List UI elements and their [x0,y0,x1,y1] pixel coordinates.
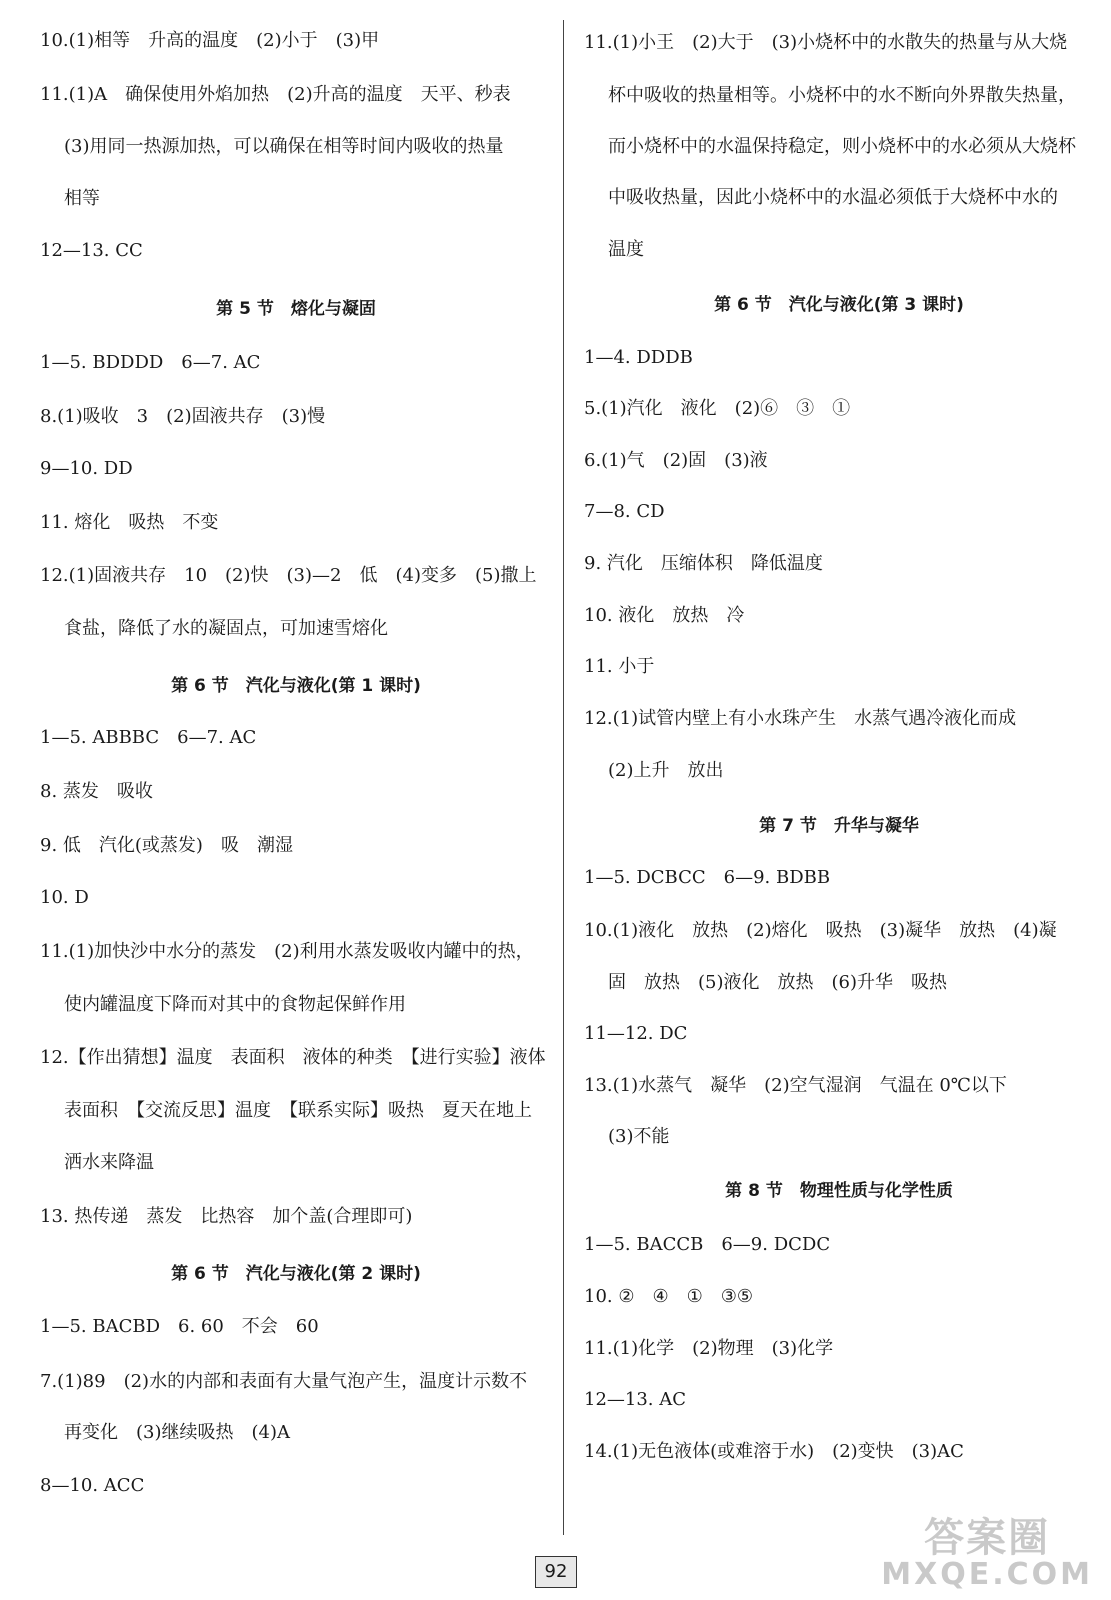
answer-line: 相等 [64,188,100,209]
column-divider [563,20,564,1535]
section-heading: 第 5 节 熔化与凝固 [216,299,376,319]
answer-line: 11.(1)A 确保使用外焰加热 (2)升高的温度 天平、秒表 [40,84,511,105]
section-heading: 第 6 节 汽化与液化(第 2 课时) [171,1264,421,1284]
answer-line: 6.(1)气 (2)固 (3)液 [584,450,768,471]
answer-line: 10. 液化 放热 冷 [584,605,745,626]
answer-line: 10. ② ④ ① ③⑤ [584,1286,754,1307]
answer-line: 13.(1)水蒸气 凝华 (2)空气湿润 气温在 0℃以下 [584,1075,1007,1096]
answer-line: 温度 [608,239,644,260]
answer-line: 14.(1)无色液体(或难溶于水) (2)变快 (3)AC [584,1441,964,1462]
answer-line: (2)上升 放出 [608,760,724,781]
watermark-url: MXQE.COM [881,1557,1093,1592]
answer-line: 10.(1)液化 放热 (2)熔化 吸热 (3)凝华 放热 (4)凝 [584,920,1057,941]
answer-line: 11.(1)加快沙中水分的蒸发 (2)利用水蒸发吸收内罐中的热， [40,941,534,962]
answer-line: 11. 小于 [584,656,655,677]
answer-line: 1—5. BACCB 6—9. DCDC [584,1234,831,1255]
answer-line: 再变化 (3)继续吸热 (4)A [64,1422,290,1443]
section-heading: 第 6 节 汽化与液化(第 1 课时) [171,676,421,696]
answer-line: 9. 汽化 压缩体积 降低温度 [584,553,823,574]
section-heading: 第 8 节 物理性质与化学性质 [725,1181,953,1201]
answer-line: 1—4. DDDB [584,347,693,368]
section-heading: 第 6 节 汽化与液化(第 3 课时) [714,295,964,315]
answer-line: 8.(1)吸收 3 (2)固液共存 (3)慢 [40,406,326,427]
answer-line: 固 放热 (5)液化 放热 (6)升华 吸热 [608,972,947,993]
answer-line: 使内罐温度下降而对其中的食物起保鲜作用 [64,994,406,1015]
answer-line: 杯中吸收的热量相等。小烧杯中的水不断向外界散失热量， [608,85,1076,106]
answer-line: 12.【作出猜想】温度 表面积 液体的种类 【进行实验】液体 [40,1047,546,1068]
answer-line: 1—5. BACBD 6. 60 不会 60 [40,1316,319,1337]
answer-line: 11. 熔化 吸热 不变 [40,512,219,533]
answer-line: 9. 低 汽化(或蒸发) 吸 潮湿 [40,835,293,856]
answer-line: 7.(1)89 (2)水的内部和表面有大量气泡产生，温度计示数不 [40,1371,528,1392]
page-number: 92 [535,1556,577,1588]
answer-line: 11—12. DC [584,1023,688,1044]
answer-line: 表面积 【交流反思】温度 【联系实际】吸热 夏天在地上 [64,1100,532,1121]
answer-line: 10. D [40,887,89,908]
answer-line: 5.(1)汽化 液化 (2)⑥ ③ ① [584,398,851,419]
answer-line: 洒水来降温 [64,1152,154,1173]
answer-line: (3)用同一热源加热，可以确保在相等时间内吸收的热量 [64,136,504,157]
answer-line: 12.(1)固液共存 10 (2)快 (3)—2 低 (4)变多 (5)撒上 [40,565,537,586]
answer-line: 1—5. BDDDD 6—7. AC [40,352,261,373]
answer-line: 1—5. DCBCC 6—9. BDBB [584,867,831,888]
watermark-title: 答案圈 [924,1515,1051,1561]
answer-line: 而小烧杯中的水温保持稳定，则小烧杯中的水必须从大烧杯 [608,136,1076,157]
answer-line: 10.(1)相等 升高的温度 (2)小于 (3)甲 [40,30,380,51]
answer-line: 1—5. ABBBC 6—7. AC [40,727,257,748]
answer-line: 7—8. CD [584,501,665,522]
answer-line: 8—10. ACC [40,1475,145,1496]
answer-line: 11.(1)化学 (2)物理 (3)化学 [584,1338,834,1359]
answer-line: 13. 热传递 蒸发 比热容 加个盖(合理即可) [40,1206,413,1227]
answer-line: (3)不能 [608,1126,670,1147]
answer-line: 9—10. DD [40,458,133,479]
answer-line: 11.(1)小王 (2)大于 (3)小烧杯中的水散失的热量与从大烧 [584,32,1068,53]
answer-line: 8. 蒸发 吸收 [40,781,153,802]
answer-line: 12—13. AC [584,1389,687,1410]
answer-line: 食盐，降低了水的凝固点，可加速雪熔化 [64,618,388,639]
section-heading: 第 7 节 升华与凝华 [759,816,919,836]
watermark-logo [881,1506,1093,1592]
answer-line: 12.(1)试管内壁上有小水珠产生 水蒸气遇冷液化而成 [584,708,1017,729]
answer-line: 12—13. CC [40,240,143,261]
answer-line: 中吸收热量，因此小烧杯中的水温必须低于大烧杯中水的 [608,187,1058,208]
